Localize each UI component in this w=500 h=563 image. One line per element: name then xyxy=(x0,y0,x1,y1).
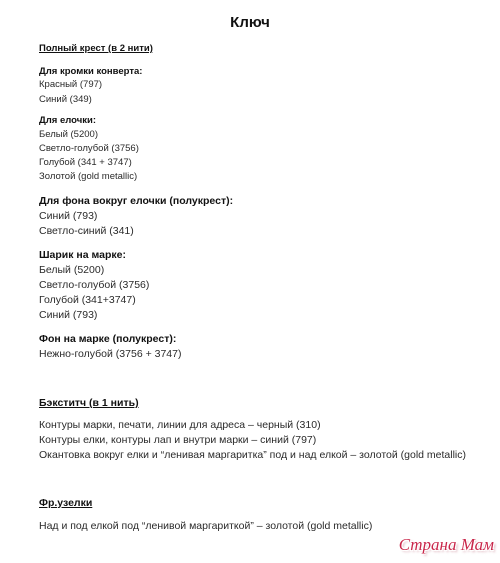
list-item: Голубой (341+3747) xyxy=(39,294,136,306)
list-item: Светло-голубой (3756) xyxy=(39,279,150,291)
list-item: Синий (349) xyxy=(39,94,92,105)
list-item: Контуры марки, печати, линии для адреса – черный (310) xyxy=(39,419,321,431)
watermark-logo: Страна Мам xyxy=(398,535,494,554)
list-item: Голубой (341 + 3747) xyxy=(39,157,132,168)
list-item: Нежно-голубой (3756 + 3747) xyxy=(39,348,182,360)
list-item: Золотой (gold metallic) xyxy=(39,171,138,182)
list-item: Светло-голубой (3756) xyxy=(39,143,139,154)
list-item: Белый (5200) xyxy=(39,264,105,276)
subheading-stamp-ball: Шарик на марке: xyxy=(39,249,127,261)
subheading-stamp-background: Фон на марке (полукрест): xyxy=(39,333,177,345)
section-heading-full-cross: Полный крест (в 2 нити) xyxy=(39,43,153,54)
page-title: Ключ xyxy=(230,14,270,31)
list-item: Светло-синий (341) xyxy=(39,225,134,237)
section-heading-french-knots: Фр.узелки xyxy=(39,497,93,509)
list-item: Белый (5200) xyxy=(39,129,98,140)
subheading-envelope-edge: Для кромки конверта: xyxy=(39,66,143,77)
subheading-tree: Для елочки: xyxy=(39,115,97,126)
list-item: Контуры елки, контуры лап и внутри марки – синий (797) xyxy=(39,434,317,446)
subheading-tree-background: Для фона вокруг елочки (полукрест): xyxy=(39,195,234,207)
list-item: Над и под елкой под “ленивой маргариткой” – золотой (gold metallic) xyxy=(39,520,373,532)
list-item: Синий (793) xyxy=(39,210,98,222)
section-heading-backstitch: Бэкститч (в 1 нить) xyxy=(39,397,139,409)
list-item: Синий (793) xyxy=(39,309,98,321)
list-item: Окантовка вокруг елки и “ленивая маргаритка” под и над елкой – золотой (gold metallic) xyxy=(39,449,467,461)
list-item: Красный (797) xyxy=(39,79,103,90)
